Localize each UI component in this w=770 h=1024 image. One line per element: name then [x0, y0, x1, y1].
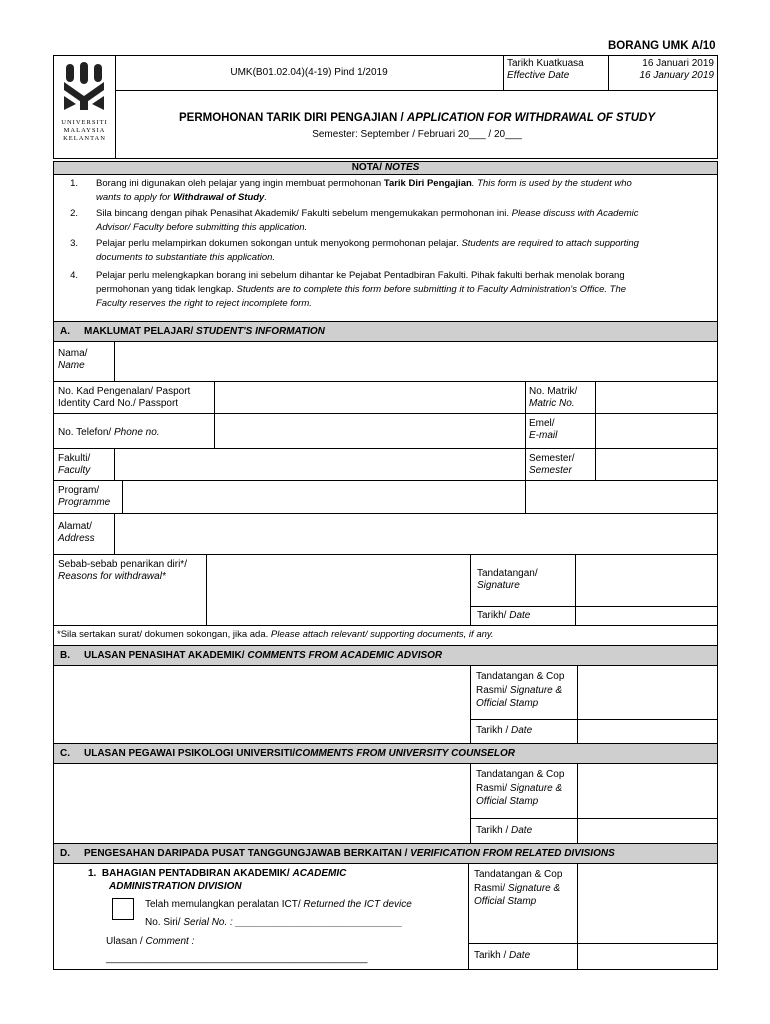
logo-text-line: MALAYSIA [63, 127, 106, 134]
label-en: Comment : [145, 936, 195, 947]
label-ms: Rasmi/ [474, 882, 508, 894]
section-title-en: STUDENT'S INFORMATION [196, 326, 325, 337]
divider [470, 666, 471, 743]
label-en: Serial No. : ______________________________ [183, 917, 403, 928]
section-letter: B. [60, 650, 70, 661]
advisor-date-field[interactable] [578, 720, 717, 742]
advisor-stamp-field[interactable] [578, 667, 717, 718]
note-text-part: wants to apply for [96, 192, 174, 203]
section-b-header [53, 645, 718, 666]
note-item [54, 177, 719, 207]
label-ms: No. Matrik/ [529, 386, 578, 397]
sub-number: 1. [88, 868, 97, 879]
label-ms: Nama/ [58, 348, 88, 359]
matric-label [526, 384, 580, 412]
ict-returned-checkbox[interactable] [112, 898, 134, 920]
logo-text-line: UNIVERSITI [61, 119, 108, 126]
section-title-en: COMMENTS FROM UNIVERSITY COUNSELOR [295, 748, 515, 759]
effective-date-value-ms: 16 Januari 2019 [642, 58, 714, 69]
semester-line: Semester: September / Februari 20___ / 20___ [312, 129, 522, 140]
document-reference: UMK(B01.02.04)(4-19) Pind 1/2019 [230, 67, 388, 78]
label-en: Signature [477, 580, 520, 591]
label-ms: Semester/ [529, 453, 575, 464]
ic-label [55, 384, 193, 412]
reason-field[interactable] [207, 555, 469, 625]
note-number: 4. [70, 270, 78, 281]
note-text-part: Tarik Diri Pengajian [383, 178, 472, 189]
divider [503, 55, 504, 90]
label-en: Official Stamp [476, 796, 539, 807]
label-ms: No. Siri/ [145, 917, 184, 928]
label-ms: Ulasan / [106, 936, 146, 947]
counselor-comment-field[interactable] [54, 765, 469, 842]
note-text [96, 207, 714, 235]
student-date-label [474, 608, 533, 624]
note-text-part: Sila bincang dengan pihak Penasihat Akademik/ Fakulti sebelum mengemukakan permohonan ini. [96, 208, 512, 219]
sub-title-ms: BAHAGIAN PENTADBIRAN AKADEMIK/ [101, 868, 293, 879]
divider [468, 864, 469, 970]
label-en: Date [509, 950, 531, 961]
label-ms: Tandatangan & Cop [476, 671, 565, 682]
note-text-part: Pelajar perlu melampirkan dokumen sokongan untuk menyokong permohonan pelajar. [96, 238, 462, 249]
note-text-part: Students are required to attach supporting [461, 238, 639, 249]
serial-number-line[interactable] [145, 917, 402, 929]
logo-text-line: KELANTAN [63, 135, 106, 142]
section-c-header [53, 743, 718, 764]
name-label [55, 346, 90, 374]
phone-label [55, 425, 163, 441]
notes-header [53, 161, 718, 175]
form-title [116, 112, 718, 124]
note-item [54, 269, 719, 317]
label-ms: Tarikh / [476, 825, 512, 836]
note-text-part: Pelajar perlu melengkapkan borang ini sebelum dihantar ke Pejabat Pentadbiran Fakulti. Pihak fakulti berhak menolak borang [96, 270, 625, 281]
form-code: BORANG UMK A/10 [608, 40, 716, 52]
label-en: Date [511, 825, 533, 836]
label-en: E-mail [529, 430, 558, 441]
label-en: Returned the ICT device [303, 899, 412, 910]
footnote-en: Please attach relevant/ supporting documents, if any. [270, 629, 494, 640]
effective-date-label-en: Effective Date [507, 70, 570, 81]
advisor-date-label [473, 723, 535, 739]
note-text [96, 237, 714, 265]
note-text-part: Please discuss with Academic [511, 208, 639, 219]
label-en: Date [511, 725, 533, 736]
logo-icon [56, 60, 113, 112]
semester-label [526, 451, 578, 479]
form-title-en: APPLICATION FOR WITHDRAWAL OF STUDY [406, 112, 655, 124]
email-field[interactable] [596, 414, 717, 447]
note-text [96, 269, 714, 311]
label-ms: No. Telefon/ [58, 427, 114, 438]
label-en: Signature & [507, 882, 561, 894]
note-text-part: . This form is used by the student who [471, 178, 632, 189]
academic-admin-stamp-label [471, 866, 565, 911]
counselor-stamp-label [473, 766, 567, 811]
note-text [96, 177, 714, 205]
counselor-date-label [473, 823, 535, 839]
section-a-header [53, 321, 718, 342]
address-field[interactable] [115, 514, 717, 553]
note-text-part: documents to substantiate this application. [96, 252, 276, 263]
faculty-field[interactable] [115, 449, 524, 479]
section-letter: D. [60, 848, 70, 859]
label-ms: Sebab-sebab penarikan diri*/ [58, 559, 187, 570]
label-en: Matric No. [529, 398, 575, 409]
label-ms: Program/ [58, 485, 100, 496]
student-signature-field[interactable] [576, 555, 717, 605]
label-en: Signature & [509, 684, 563, 696]
ic-field[interactable] [215, 382, 524, 447]
note-text-part: Faculty reserves the right to reject incomplete form. [96, 298, 312, 309]
notes-heading-en: NOTES [384, 162, 420, 173]
label-ms: Alamat/ [58, 521, 92, 532]
note-text-part: Students are to complete this form before submitting it to Faculty Administration's Office. The [236, 284, 627, 295]
student-date-field[interactable] [576, 607, 717, 625]
note-number: 3. [70, 238, 78, 249]
section-title-ms: PENGESAHAN DARIPADA PUSAT TANGGUNGJAWAB BERKAITAN / [84, 848, 411, 859]
reason-label [55, 557, 190, 585]
label-ms: Tandatangan & Cop [476, 769, 565, 780]
university-logo [56, 60, 113, 156]
effective-date-value [608, 58, 714, 82]
label-en: Semester [529, 465, 572, 476]
divider [470, 554, 471, 626]
label-en: Official Stamp [476, 698, 539, 709]
label-en: Reasons for withdrawal* [58, 571, 166, 582]
section-letter: C. [60, 748, 70, 759]
label-ms: Fakulti/ [58, 453, 91, 464]
label-en: Phone no. [113, 427, 160, 438]
label-en: Faculty [58, 465, 91, 476]
label-en: Signature & [509, 782, 563, 794]
sub-title-en: ACADEMIC [292, 868, 347, 879]
label-ms: Rasmi/ [476, 684, 510, 696]
label-ms: Tarikh / [474, 950, 510, 961]
email-label [526, 416, 560, 444]
semester-field[interactable] [596, 449, 717, 479]
label-en: Date [509, 610, 531, 621]
section-title-en: COMMENTS FROM ACADEMIC ADVISOR [247, 650, 443, 661]
counselor-date-field[interactable] [578, 819, 717, 842]
divider [470, 764, 471, 843]
note-text-part: Borang ini digunakan oleh pelajar yang ingin membuat permohonan [96, 178, 384, 189]
programme-label [55, 483, 113, 511]
faculty-label [55, 451, 93, 479]
label-ms: Tarikh/ [477, 610, 510, 621]
section-title-ms: MAKLUMAT PELAJAR/ [84, 326, 197, 337]
counselor-stamp-field[interactable] [578, 765, 717, 817]
note-item [54, 207, 719, 237]
divider [115, 90, 718, 91]
sub-title-en: ADMINISTRATION DIVISION [109, 881, 242, 892]
section-title-ms: ULASAN PEGAWAI PSIKOLOGI UNIVERSITI/ [84, 748, 296, 759]
label-ms: No. Kad Pengenalan/ Pasport [58, 386, 191, 397]
section-title-en: VERIFICATION FROM RELATED DIVISIONS [410, 848, 615, 859]
advisor-stamp-label [473, 668, 567, 713]
label-ms: Emel/ [529, 418, 555, 429]
label-ms: Tarikh / [476, 725, 512, 736]
effective-date-value-en: 16 January 2019 [639, 70, 714, 81]
label-en: Programme [58, 497, 111, 508]
note-number: 1. [70, 178, 78, 189]
label-ms: Telah memulangkan peralatan ICT/ [145, 899, 304, 910]
label-ms: Rasmi/ [476, 782, 510, 794]
advisor-comment-field[interactable] [54, 667, 469, 742]
form-title-ms: PERMOHONAN TARIK DIRI PENGAJIAN / [179, 112, 407, 124]
academic-admin-heading [88, 867, 346, 893]
student-signature-label [474, 566, 541, 594]
note-text-part: Advisor/ Faculty before submitting this application. [96, 222, 308, 233]
label-en: Identity Card No./ Passport [58, 398, 179, 409]
label-ms: Tandatangan/ [477, 568, 538, 579]
effective-date-label-ms: Tarikh Kuatkuasa [507, 58, 584, 69]
section-letter: A. [60, 326, 70, 337]
note-text-part: Withdrawal of Study [173, 192, 265, 203]
comment-label [106, 936, 194, 948]
comment-line[interactable]: _______________________________________________ [106, 953, 368, 964]
programme-field[interactable] [123, 481, 524, 512]
address-label [55, 519, 98, 547]
label-en: Address [58, 533, 95, 544]
notes-body [53, 175, 718, 321]
label-en: Official Stamp [474, 896, 537, 907]
section-d-header [53, 843, 718, 864]
note-text-part: permohonan yang tidak lengkap. [96, 284, 237, 295]
matric-field[interactable] [596, 382, 717, 412]
footnote-row [53, 626, 718, 645]
note-number: 2. [70, 208, 78, 219]
academic-admin-date-field[interactable] [578, 944, 717, 969]
name-field[interactable] [115, 343, 717, 380]
section-title-ms: ULASAN PENASIHAT AKADEMIK/ [84, 650, 248, 661]
effective-date-label [507, 58, 607, 82]
notes-heading-ms: NOTA/ [351, 162, 385, 173]
note-item [54, 237, 719, 267]
label-en: Name [58, 360, 85, 371]
academic-admin-stamp-field[interactable] [578, 865, 717, 942]
footnote-ms: *Sila sertakan surat/ dokumen sokongan, jika ada. [57, 629, 271, 640]
ict-returned-label [145, 899, 412, 911]
note-text-part: . [264, 192, 267, 203]
label-ms: Tandatangan & Cop [474, 869, 563, 880]
academic-admin-date-label [471, 948, 533, 964]
